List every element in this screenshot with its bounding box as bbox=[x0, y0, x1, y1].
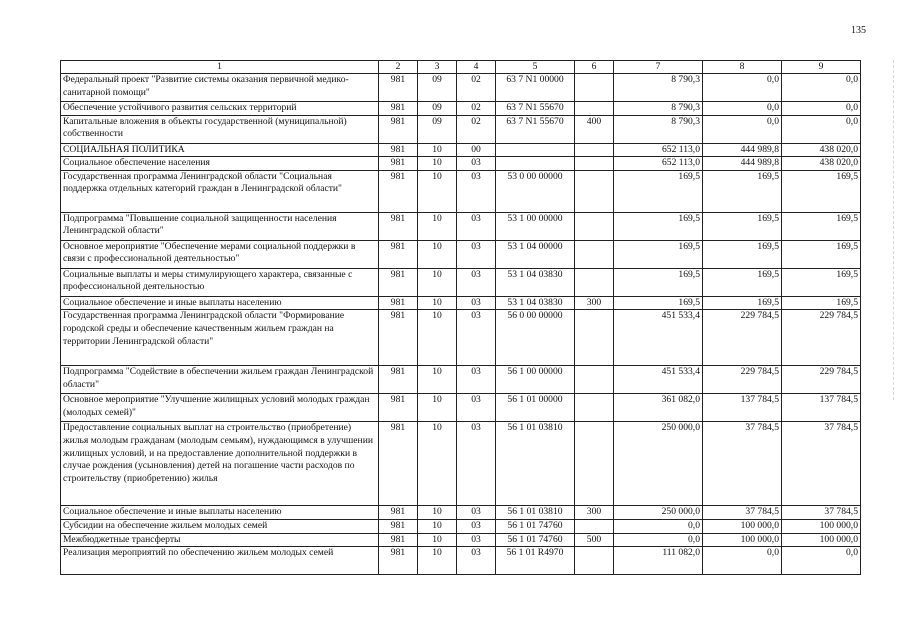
amount-col9-cell: 438 020,0 bbox=[782, 157, 861, 171]
admin-code-cell: 981 bbox=[379, 212, 418, 240]
header-cell: 2 bbox=[379, 61, 418, 74]
expense-type-cell bbox=[575, 547, 614, 575]
subsection-cell: 02 bbox=[457, 115, 496, 143]
amount-col7-cell: 451 533,4 bbox=[614, 366, 703, 394]
subsection-cell: 03 bbox=[457, 366, 496, 394]
admin-code-cell: 981 bbox=[379, 143, 418, 157]
table-row bbox=[61, 268, 861, 296]
section-cell: 09 bbox=[418, 115, 457, 143]
expense-type-cell bbox=[575, 519, 614, 533]
table-row bbox=[61, 422, 861, 506]
amount-col8-cell: 0,0 bbox=[703, 115, 782, 143]
target-item-cell: 63 7 N1 00000 bbox=[496, 74, 575, 102]
admin-code-cell: 981 bbox=[379, 157, 418, 171]
target-item-cell: 53 1 04 03830 bbox=[496, 268, 575, 296]
target-item-cell: 53 1 00 00000 bbox=[496, 212, 575, 240]
header-cell: 6 bbox=[575, 61, 614, 74]
amount-col7-cell: 111 082,0 bbox=[614, 547, 703, 575]
table-row bbox=[61, 519, 861, 533]
amount-col8-cell: 100 000,0 bbox=[703, 533, 782, 547]
subsection-cell: 03 bbox=[457, 170, 496, 212]
amount-col7-cell: 169,5 bbox=[614, 240, 703, 268]
expense-type-cell: 500 bbox=[575, 533, 614, 547]
amount-col8-cell: 229 784,5 bbox=[703, 366, 782, 394]
admin-code-cell: 981 bbox=[379, 115, 418, 143]
header-cell: 3 bbox=[418, 61, 457, 74]
admin-code-cell: 981 bbox=[379, 394, 418, 422]
subsection-cell: 03 bbox=[457, 157, 496, 171]
row-name-cell: Подпрограмма "Содействие в обеспечении жильем граждан Ленинградской области" bbox=[61, 366, 379, 394]
section-cell: 10 bbox=[418, 296, 457, 310]
amount-col7-cell: 652 113,0 bbox=[614, 157, 703, 171]
amount-col9-cell: 0,0 bbox=[782, 547, 861, 575]
amount-col8-cell: 169,5 bbox=[703, 296, 782, 310]
row-name-cell: Реализация мероприятий по обеспечению жильем молодых семей bbox=[61, 547, 379, 575]
target-item-cell: 63 7 N1 55670 bbox=[496, 102, 575, 116]
section-cell: 09 bbox=[418, 74, 457, 102]
section-cell: 10 bbox=[418, 506, 457, 520]
section-cell: 10 bbox=[418, 240, 457, 268]
admin-code-cell: 981 bbox=[379, 422, 418, 506]
amount-col9-cell: 438 020,0 bbox=[782, 143, 861, 157]
admin-code-cell: 981 bbox=[379, 310, 418, 366]
subsection-cell: 00 bbox=[457, 143, 496, 157]
amount-col9-cell: 229 784,5 bbox=[782, 366, 861, 394]
subsection-cell: 03 bbox=[457, 240, 496, 268]
header-cell: 9 bbox=[782, 61, 861, 74]
admin-code-cell: 981 bbox=[379, 102, 418, 116]
amount-col8-cell: 229 784,5 bbox=[703, 310, 782, 366]
amount-col9-cell: 169,5 bbox=[782, 296, 861, 310]
table-row bbox=[61, 310, 861, 366]
section-cell: 10 bbox=[418, 422, 457, 506]
section-cell: 10 bbox=[418, 170, 457, 212]
scan-edge-marks bbox=[893, 60, 895, 400]
target-item-cell: 56 1 01 74760 bbox=[496, 533, 575, 547]
row-name-cell: Субсидии на обеспечение жильем молодых семей bbox=[61, 519, 379, 533]
subsection-cell: 03 bbox=[457, 212, 496, 240]
row-name-cell: Государственная программа Ленинградской области "Социальная поддержка отдельных категорий граждан в Ленинградской области" bbox=[61, 170, 379, 212]
table-row bbox=[61, 366, 861, 394]
row-name-cell: Обеспечение устойчивого развития сельских территорий bbox=[61, 102, 379, 116]
header-cell: 7 bbox=[614, 61, 703, 74]
amount-col7-cell: 169,5 bbox=[614, 212, 703, 240]
row-name-cell: Социальное обеспечение населения bbox=[61, 157, 379, 171]
admin-code-cell: 981 bbox=[379, 268, 418, 296]
amount-col7-cell: 8 790,3 bbox=[614, 74, 703, 102]
admin-code-cell: 981 bbox=[379, 533, 418, 547]
table-row bbox=[61, 102, 861, 116]
admin-code-cell: 981 bbox=[379, 547, 418, 575]
amount-col7-cell: 8 790,3 bbox=[614, 115, 703, 143]
expense-type-cell bbox=[575, 212, 614, 240]
row-name-cell: Социальные выплаты и меры стимулирующего характера, связанные с профессиональной деятельностью bbox=[61, 268, 379, 296]
table-header-row bbox=[61, 61, 861, 74]
amount-col9-cell: 100 000,0 bbox=[782, 533, 861, 547]
amount-col7-cell: 451 533,4 bbox=[614, 310, 703, 366]
header-cell: 8 bbox=[703, 61, 782, 74]
admin-code-cell: 981 bbox=[379, 366, 418, 394]
section-cell: 10 bbox=[418, 268, 457, 296]
row-name-cell: Социальное обеспечение и иные выплаты населению bbox=[61, 296, 379, 310]
target-item-cell: 56 1 01 74760 bbox=[496, 519, 575, 533]
table-row bbox=[61, 547, 861, 575]
expense-type-cell: 300 bbox=[575, 296, 614, 310]
subsection-cell: 03 bbox=[457, 310, 496, 366]
table-row bbox=[61, 394, 861, 422]
amount-col9-cell: 229 784,5 bbox=[782, 310, 861, 366]
target-item-cell: 56 1 01 R4970 bbox=[496, 547, 575, 575]
amount-col9-cell: 169,5 bbox=[782, 240, 861, 268]
table-row bbox=[61, 74, 861, 102]
amount-col7-cell: 250 000,0 bbox=[614, 506, 703, 520]
row-name-cell: Подпрограмма "Повышение социальной защищенности населения Ленинградской области" bbox=[61, 212, 379, 240]
subsection-cell: 03 bbox=[457, 506, 496, 520]
row-name-cell: Предоставление социальных выплат на строительство (приобретение) жилья молодым гражданам (молодым семьям), нуждающимся в улучшении жилищных условий, и на предоставление дополнительной поддержки в случае рождения (усыновления) детей на погашение части расходов по строительству (приобретению) жилья bbox=[61, 422, 379, 506]
amount-col9-cell: 100 000,0 bbox=[782, 519, 861, 533]
table-row bbox=[61, 143, 861, 157]
subsection-cell: 03 bbox=[457, 547, 496, 575]
amount-col8-cell: 0,0 bbox=[703, 102, 782, 116]
row-name-cell: Капитальные вложения в объекты государственной (муниципальной) собственности bbox=[61, 115, 379, 143]
section-cell: 10 bbox=[418, 533, 457, 547]
admin-code-cell: 981 bbox=[379, 74, 418, 102]
expense-type-cell bbox=[575, 102, 614, 116]
amount-col9-cell: 169,5 bbox=[782, 268, 861, 296]
row-name-cell: Социальное обеспечение и иные выплаты населению bbox=[61, 506, 379, 520]
subsection-cell: 02 bbox=[457, 102, 496, 116]
target-item-cell: 56 1 01 00000 bbox=[496, 394, 575, 422]
amount-col8-cell: 169,5 bbox=[703, 268, 782, 296]
target-item-cell: 53 1 04 03830 bbox=[496, 296, 575, 310]
table-row bbox=[61, 157, 861, 171]
expense-type-cell: 300 bbox=[575, 506, 614, 520]
amount-col9-cell: 0,0 bbox=[782, 74, 861, 102]
header-cell: 1 bbox=[61, 61, 379, 74]
row-name-cell: Межбюджетные трансферты bbox=[61, 533, 379, 547]
section-cell: 10 bbox=[418, 310, 457, 366]
target-item-cell: 56 1 01 03810 bbox=[496, 422, 575, 506]
row-name-cell: Основное мероприятие "Улучшение жилищных условий молодых граждан (молодых семей)" bbox=[61, 394, 379, 422]
table-row bbox=[61, 240, 861, 268]
table-row bbox=[61, 533, 861, 547]
subsection-cell: 03 bbox=[457, 519, 496, 533]
amount-col8-cell: 444 989,8 bbox=[703, 157, 782, 171]
subsection-cell: 03 bbox=[457, 422, 496, 506]
header-cell: 4 bbox=[457, 61, 496, 74]
section-cell: 10 bbox=[418, 519, 457, 533]
section-cell: 10 bbox=[418, 547, 457, 575]
expense-type-cell bbox=[575, 268, 614, 296]
amount-col8-cell: 100 000,0 bbox=[703, 519, 782, 533]
expense-type-cell bbox=[575, 422, 614, 506]
admin-code-cell: 981 bbox=[379, 296, 418, 310]
expense-type-cell bbox=[575, 310, 614, 366]
section-cell: 09 bbox=[418, 102, 457, 116]
amount-col8-cell: 0,0 bbox=[703, 74, 782, 102]
amount-col7-cell: 361 082,0 bbox=[614, 394, 703, 422]
admin-code-cell: 981 bbox=[379, 519, 418, 533]
expense-type-cell bbox=[575, 170, 614, 212]
amount-col9-cell: 37 784,5 bbox=[782, 506, 861, 520]
target-item-cell bbox=[496, 143, 575, 157]
target-item-cell: 53 0 00 00000 bbox=[496, 170, 575, 212]
header-cell: 5 bbox=[496, 61, 575, 74]
amount-col8-cell: 169,5 bbox=[703, 212, 782, 240]
section-cell: 10 bbox=[418, 212, 457, 240]
subsection-cell: 03 bbox=[457, 296, 496, 310]
amount-col7-cell: 652 113,0 bbox=[614, 143, 703, 157]
row-name-cell: СОЦИАЛЬНАЯ ПОЛИТИКА bbox=[61, 143, 379, 157]
amount-col8-cell: 37 784,5 bbox=[703, 506, 782, 520]
table-row bbox=[61, 170, 861, 212]
table-row bbox=[61, 212, 861, 240]
target-item-cell: 56 1 00 00000 bbox=[496, 366, 575, 394]
row-name-cell: Основное мероприятие "Обеспечение мерами социальной поддержки в связи с профессиональной деятельностью" bbox=[61, 240, 379, 268]
subsection-cell: 02 bbox=[457, 74, 496, 102]
budget-table bbox=[60, 60, 861, 575]
amount-col9-cell: 169,5 bbox=[782, 170, 861, 212]
amount-col9-cell: 0,0 bbox=[782, 115, 861, 143]
table-row bbox=[61, 506, 861, 520]
expense-type-cell bbox=[575, 143, 614, 157]
row-name-cell: Государственная программа Ленинградской области "Формирование городской среды и обеспечение качественным жильем граждан на территории Ленинградской области" bbox=[61, 310, 379, 366]
expense-type-cell: 400 bbox=[575, 115, 614, 143]
amount-col8-cell: 169,5 bbox=[703, 240, 782, 268]
expense-type-cell bbox=[575, 366, 614, 394]
amount-col9-cell: 0,0 bbox=[782, 102, 861, 116]
admin-code-cell: 981 bbox=[379, 506, 418, 520]
table-row bbox=[61, 296, 861, 310]
amount-col7-cell: 169,5 bbox=[614, 170, 703, 212]
admin-code-cell: 981 bbox=[379, 170, 418, 212]
target-item-cell: 53 1 04 00000 bbox=[496, 240, 575, 268]
target-item-cell: 56 0 00 00000 bbox=[496, 310, 575, 366]
target-item-cell: 63 7 N1 55670 bbox=[496, 115, 575, 143]
expense-type-cell bbox=[575, 157, 614, 171]
amount-col7-cell: 250 000,0 bbox=[614, 422, 703, 506]
amount-col9-cell: 37 784,5 bbox=[782, 422, 861, 506]
amount-col8-cell: 37 784,5 bbox=[703, 422, 782, 506]
row-name-cell: Федеральный проект "Развитие системы оказания первичной медико-санитарной помощи" bbox=[61, 74, 379, 102]
amount-col8-cell: 444 989,8 bbox=[703, 143, 782, 157]
amount-col9-cell: 137 784,5 bbox=[782, 394, 861, 422]
amount-col7-cell: 0,0 bbox=[614, 519, 703, 533]
amount-col7-cell: 169,5 bbox=[614, 296, 703, 310]
subsection-cell: 03 bbox=[457, 268, 496, 296]
amount-col7-cell: 169,5 bbox=[614, 268, 703, 296]
subsection-cell: 03 bbox=[457, 394, 496, 422]
expense-type-cell bbox=[575, 394, 614, 422]
section-cell: 10 bbox=[418, 394, 457, 422]
subsection-cell: 03 bbox=[457, 533, 496, 547]
target-item-cell: 56 1 01 03810 bbox=[496, 506, 575, 520]
amount-col8-cell: 137 784,5 bbox=[703, 394, 782, 422]
admin-code-cell: 981 bbox=[379, 240, 418, 268]
table-row bbox=[61, 115, 861, 143]
amount-col8-cell: 169,5 bbox=[703, 170, 782, 212]
amount-col8-cell: 0,0 bbox=[703, 547, 782, 575]
amount-col7-cell: 0,0 bbox=[614, 533, 703, 547]
expense-type-cell bbox=[575, 74, 614, 102]
target-item-cell bbox=[496, 157, 575, 171]
expense-type-cell bbox=[575, 240, 614, 268]
section-cell: 10 bbox=[418, 366, 457, 394]
section-cell: 10 bbox=[418, 143, 457, 157]
amount-col7-cell: 8 790,3 bbox=[614, 102, 703, 116]
section-cell: 10 bbox=[418, 157, 457, 171]
page-number: 135 bbox=[851, 25, 866, 36]
amount-col9-cell: 169,5 bbox=[782, 212, 861, 240]
